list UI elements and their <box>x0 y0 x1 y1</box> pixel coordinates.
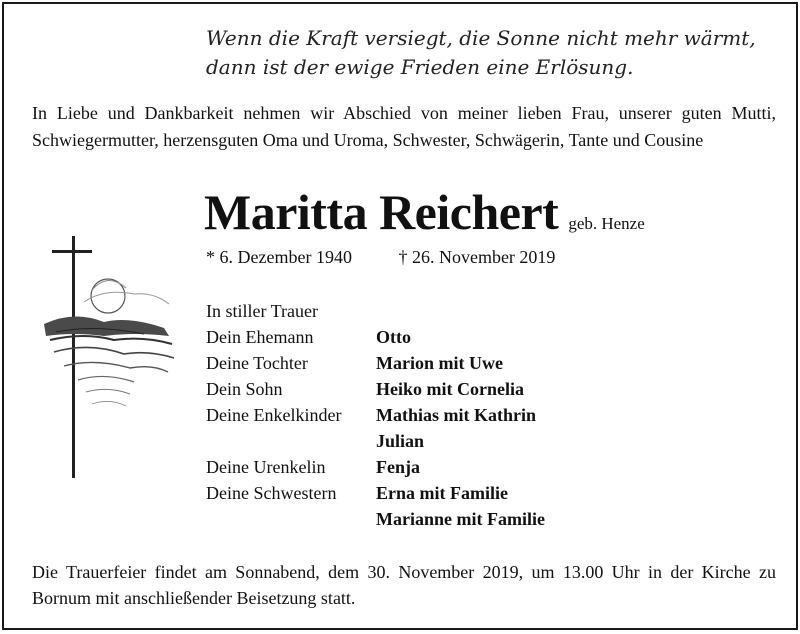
mourners-list <box>206 324 545 532</box>
mourner-row <box>206 324 545 350</box>
mourner-row <box>206 506 545 532</box>
mourning-heading: In stiller Trauer <box>206 301 318 321</box>
death-date: † 26. November 2019 <box>398 247 556 267</box>
mourner-relation: Dein Sohn <box>206 379 283 399</box>
poem-line-2: dann ist der ewige Frieden eine Erlösung. <box>206 55 634 79</box>
mourner-names: Otto <box>376 327 411 347</box>
mourner-names: Julian <box>376 431 425 451</box>
birth-date: * 6. Dezember 1940 <box>206 247 352 267</box>
deceased-name: Maritta Reichert <box>204 184 559 240</box>
mourner-relation: Deine Tochter <box>206 353 308 373</box>
mourner-row <box>206 402 545 428</box>
mourner-relation: Dein Ehemann <box>206 327 314 347</box>
mourner-names: Marianne mit Familie <box>376 509 545 529</box>
poem <box>206 24 756 82</box>
maiden-name: geb. Henze <box>568 214 645 233</box>
mourner-relation <box>206 428 376 454</box>
mourner-row <box>206 428 545 454</box>
mourner-names: Erna mit Familie <box>376 483 508 503</box>
mourner-relation: Deine Enkelkinder <box>206 405 342 425</box>
obituary-notice <box>2 2 798 630</box>
intro-text: In Liebe und Dankbarkeit nehmen wir Abschied von meiner lieben Frau, unserer guten Mutti, Schwiegermutter, herzensguten Oma und Uroma, Schwester, Schwägerin, Tante und Cousine <box>32 103 776 150</box>
poem-line-1: Wenn die Kraft versiegt, die Sonne nicht mehr wärmt, <box>206 26 756 50</box>
mourner-names: Heiko mit Cornelia <box>376 379 524 399</box>
mourner-row <box>206 454 545 480</box>
deceased-name-row <box>204 184 645 240</box>
life-dates <box>206 247 555 268</box>
funeral-info: Die Trauerfeier findet am Sonnabend, dem 30. November 2019, um 13.00 Uhr in der Kirche zu Bornum mit anschließender Beisetzung statt. <box>32 562 776 608</box>
mourner-names: Fenja <box>376 457 420 477</box>
mourner-relation: Deine Schwestern <box>206 483 337 503</box>
mourner-names: Marion mit Uwe <box>376 353 503 373</box>
mourner-names: Mathias mit Kathrin <box>376 405 536 425</box>
mourner-row <box>206 350 545 376</box>
cross-landscape-icon <box>34 232 184 482</box>
mourner-row <box>206 376 545 402</box>
mourner-relation <box>206 506 376 532</box>
mourner-relation: Deine Urenkelin <box>206 457 326 477</box>
mourner-row <box>206 480 545 506</box>
